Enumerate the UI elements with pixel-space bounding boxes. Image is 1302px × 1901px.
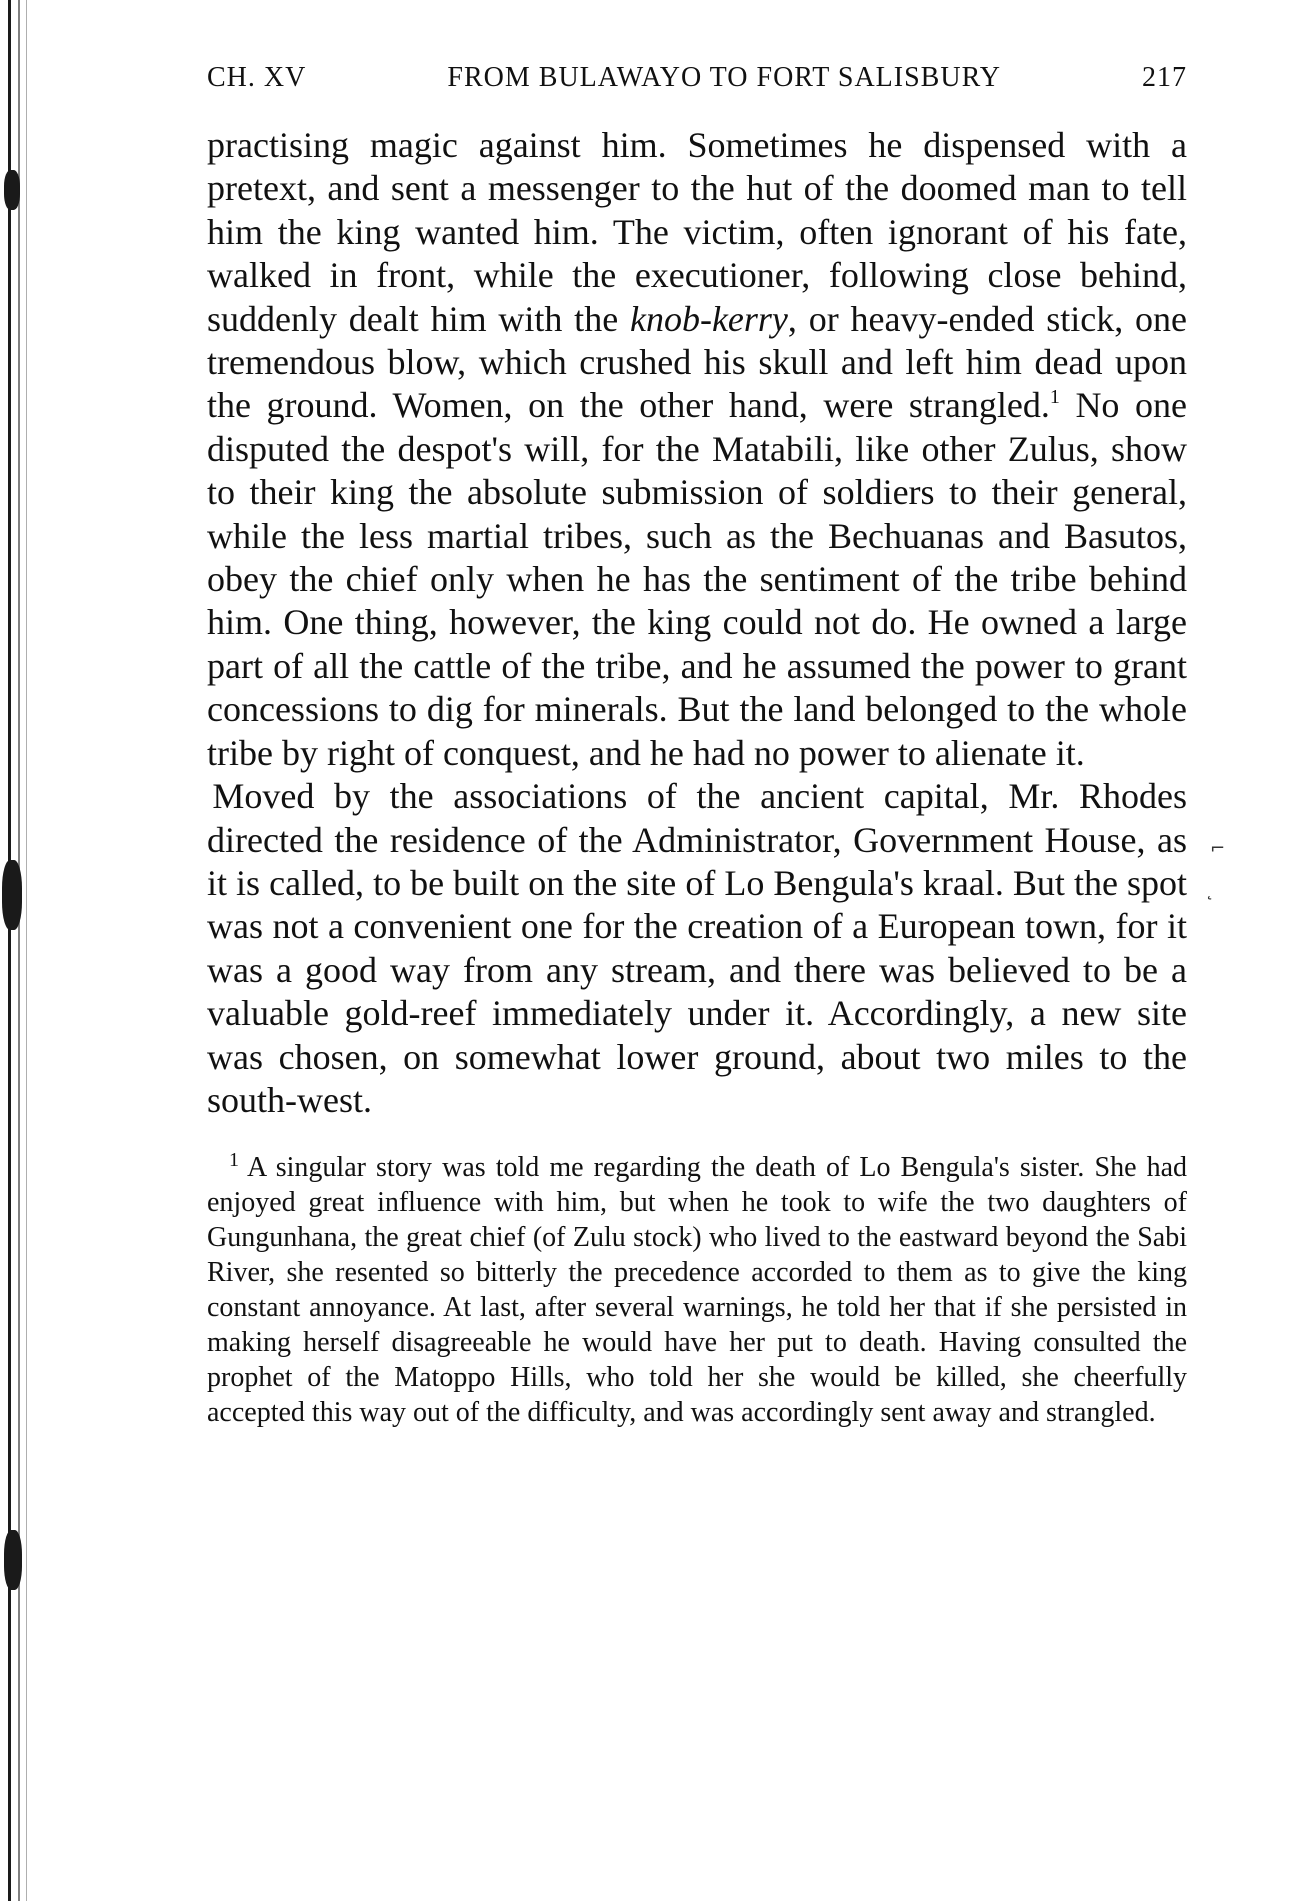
footnote-text: A singular story was told me regarding the death of Lo Bengula's sister. She had enjoyed great influence with him, but when he took to wife the two daughters of Gungunhana, the great chief (of Zulu stock) who lived to the eastward beyond the Sabi River, she resented so bitterly the precedence accorded to them as to give the king constant annoyance. At last, after several warnings, he told her that if she persisted in making herself disagreeable he would have her put to death. Having consulted the prophet of the Matoppo Hills, who told her she would be killed, she cheerfully accepted this way out of the difficulty, and was accordingly sent away and strangled. — [207, 1152, 1187, 1429]
footnote-ref: 1 — [1049, 386, 1060, 409]
text-run: practising magic against him. Sometimes he dispensed with a pretext, and sent a messenger to the hut of the doomed man to tell him the king wanted him. The victim, often ignorant of his fate, walked in front, while the executioner, following close behind, suddenly dealt him with the — [207, 125, 1187, 339]
ink-blot — [4, 170, 20, 210]
italic-term: knob-kerry — [629, 298, 788, 339]
binding-rule — [18, 0, 20, 1901]
text-run: , or heavy-ended stick, one tremendous blow, which crushed his skull and left him dead upon the ground. Women, on the other hand, were strangled. — [207, 298, 1187, 426]
running-title: FROM BULAWAYO TO FORT SALISBURY — [447, 62, 1001, 93]
page-number: 217 — [1142, 62, 1187, 93]
text-run: Moved by the associations of the ancient capital, Mr. Rhodes directed the residence of the Administrator, Government House, as it is called, to be built on the site of Lo Bengula's kraal. But the spot was not a convenient one for the creation of a European town, for it was a good way from any stream, and there was believed to be a valuable gold-reef immediately under it. Accordingly, a new site was chosen, on somewhat lower ground, about two miles to the south-west. — [207, 776, 1187, 1120]
chapter-label: CH. XV — [207, 62, 307, 93]
binding-rule — [8, 0, 11, 1901]
ink-blot — [2, 860, 22, 930]
text-run: No one disputed the despot's will, for the Matabili, like other Zulus, show to their king the absolute submission of soldiers to their general, while the less martial tribes, such as the Bechuanas and Basutos, obey the chief only when he has the sentiment of the tribe behind him. One thing, however, the king could not do. He owned a large part of all the cattle of the tribe, and he assumed the power to grant concessions to dig for minerals. But the land belonged to the whole tribe by right of conquest, and he had no power to alienate it. — [207, 385, 1187, 773]
margin-mark: ⌐ — [1210, 838, 1226, 859]
running-head — [207, 58, 1187, 98]
footnote — [207, 1150, 1187, 1430]
body-text — [207, 124, 1187, 1122]
book-page — [207, 58, 1187, 1430]
ink-blot — [4, 1530, 22, 1590]
margin-mark: ˛ — [1205, 880, 1214, 901]
binding-rule — [26, 0, 27, 1901]
footnote-marker: 1 — [229, 1149, 239, 1172]
paragraph — [207, 124, 1187, 775]
paragraph — [207, 775, 1187, 1122]
binding-gutter — [0, 0, 40, 1901]
